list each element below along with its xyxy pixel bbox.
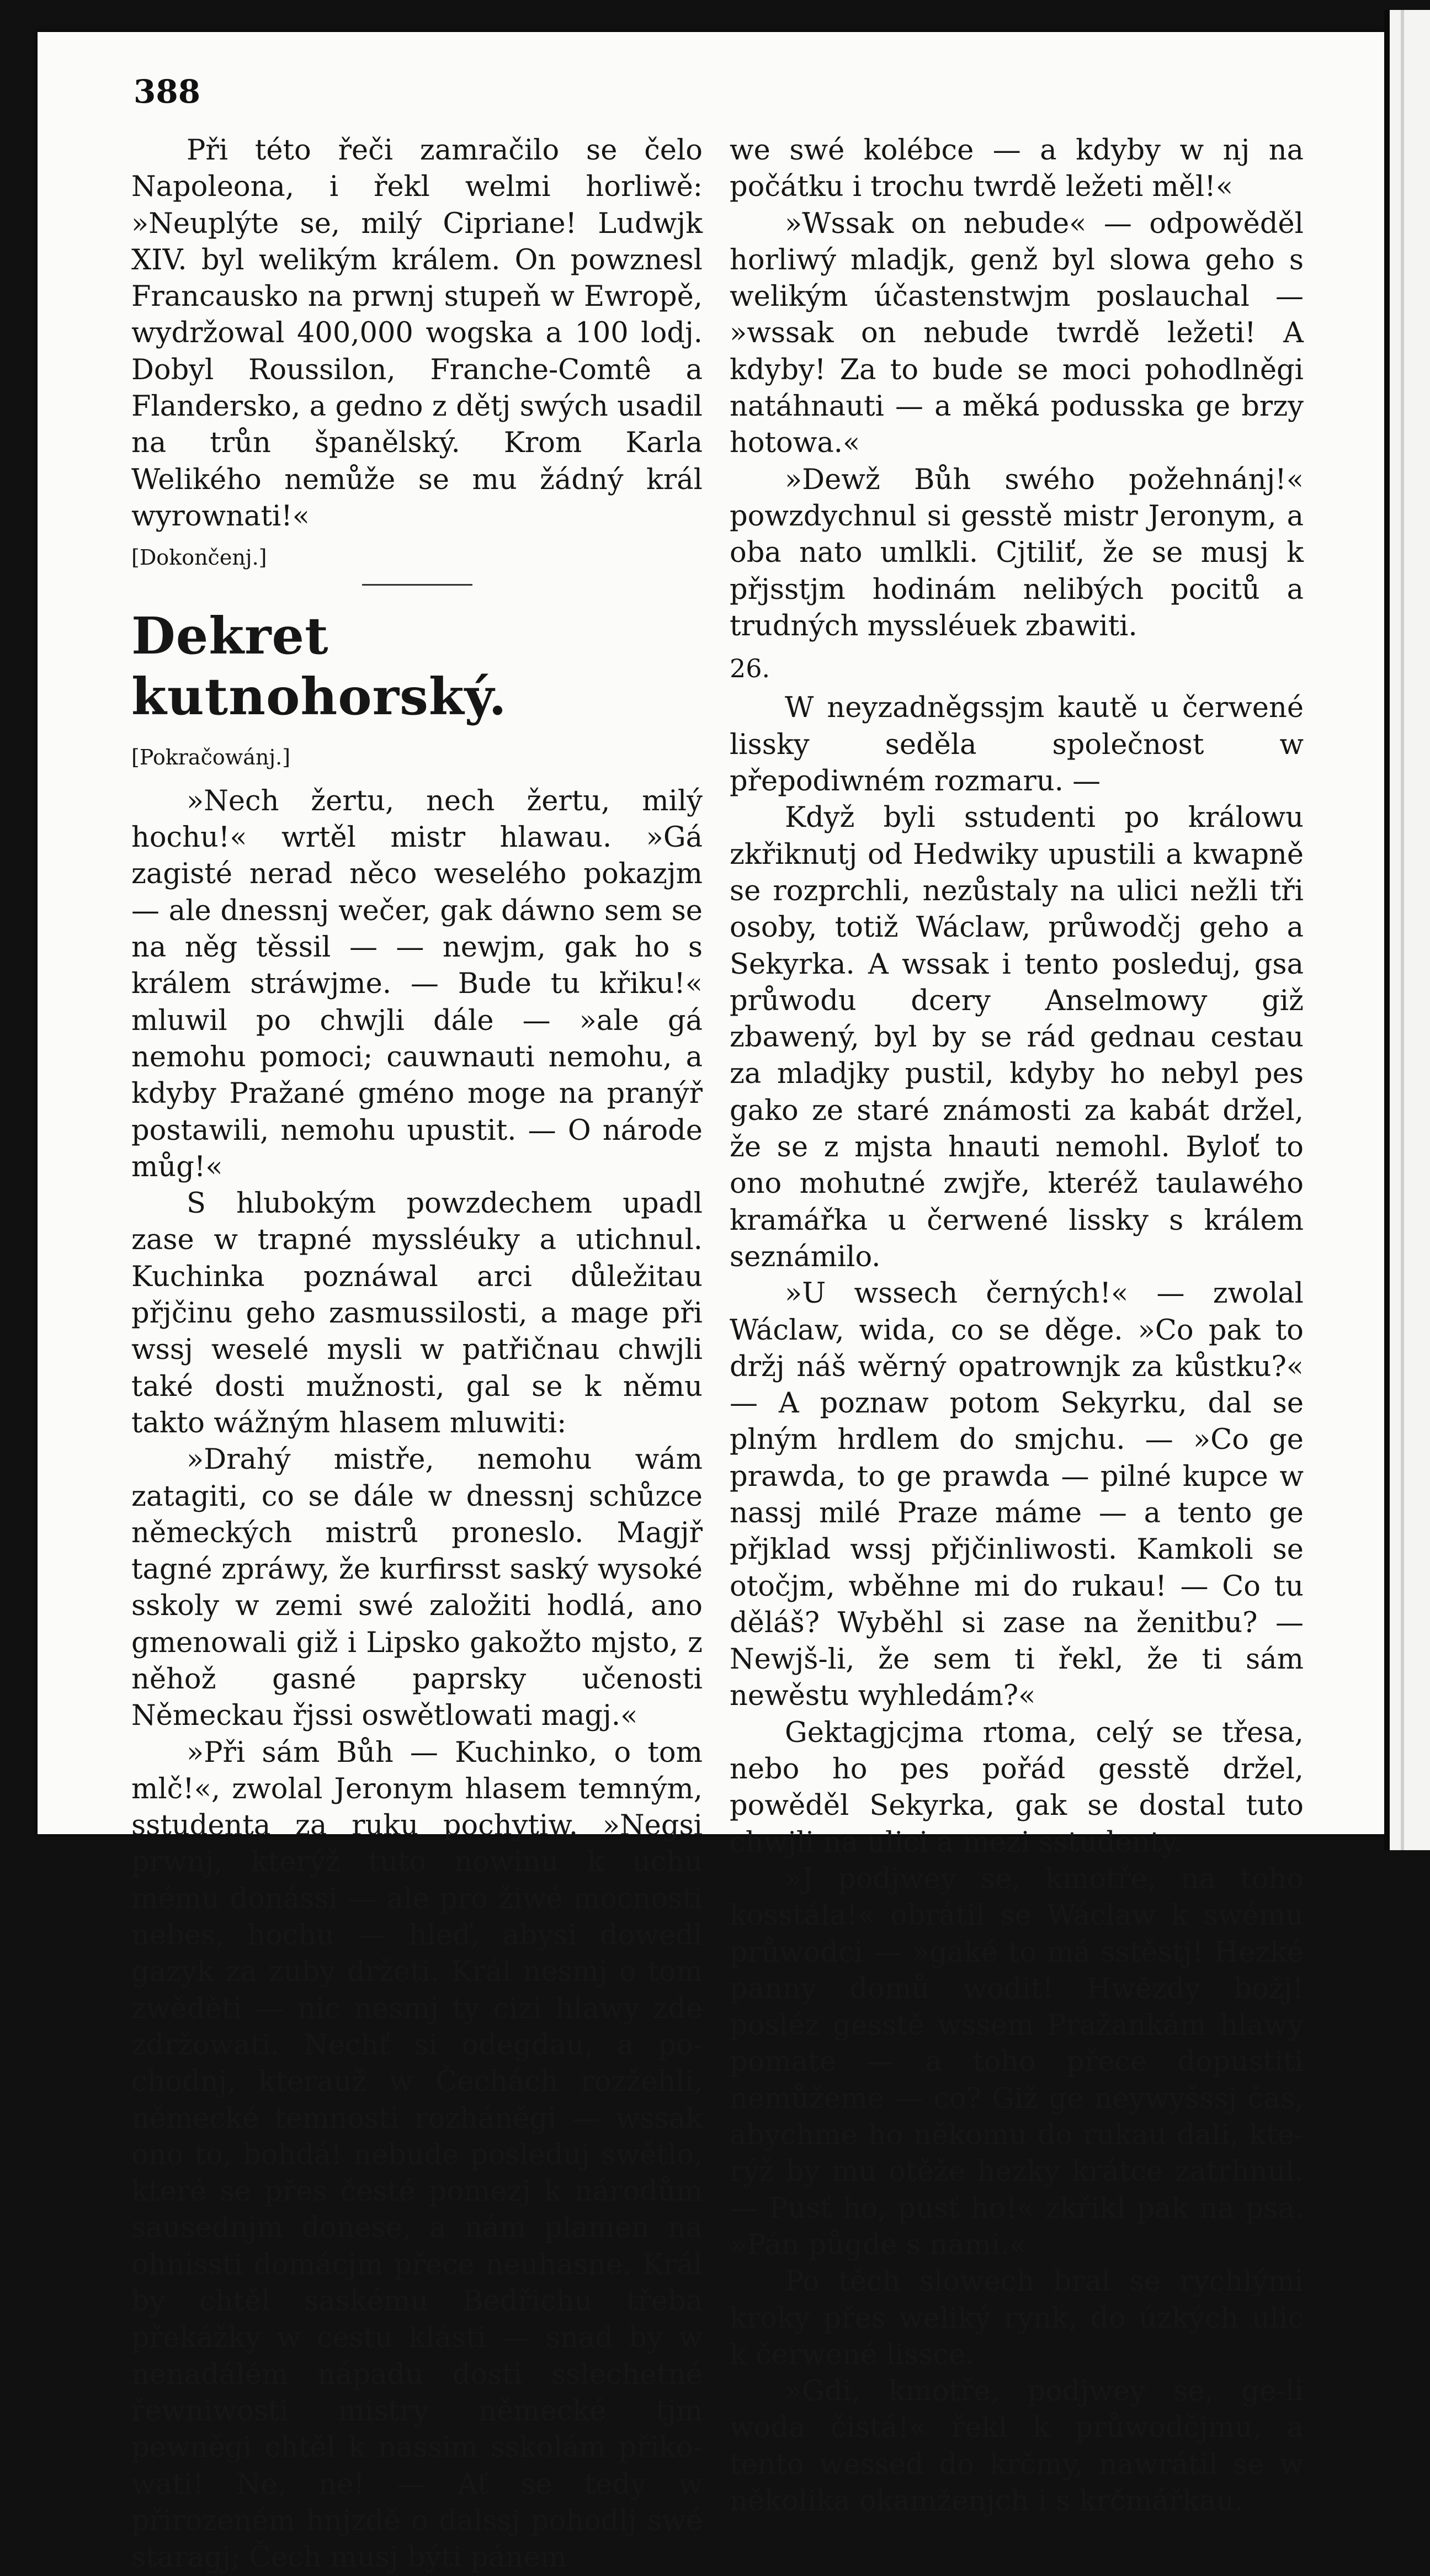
paragraph: Po těch slowech bral se rychlými kroky přes weliký rynk, do úzkých ulic k čerwené lissce. — [730, 2265, 1304, 2371]
paragraph: »J podjwey se, kmotře, na toho kosstála!« obrátil se Wáclaw k swému průwodci — »gaké to má sstěstj! Hezké panny domů wodit! Hwězdy božj! posléz gesstě wssem Pražankám hlawy pomate — a toho přece dopustiti nemůžeme — co? Giž ge neywyšssj čas, abychme ho někomu do rukau dali, kterýž by mu otěže hezky krátce zatrhnul. — Pusť ho, pusť ho!« zkřikl pak na psa. »Pán půgde s námi.« — [730, 1862, 1304, 2261]
right-column — [730, 132, 1304, 2520]
paragraph: »Nech žertu, nech žertu, milý hochu!« wrtěl mistr hlawau. »Gá zagisté nerad něco weselého pokazjm — ale dnessnj wečer, gak dáwno sem se na něg těssil — — newjm, gak ho s králem stráwjme. — Bude tu křiku!« mluwil po chwjli dále — »ale gá nemohu pomoci; cauwnauti nemohu, a kdyby Pražané gméno moge na pranýř postawili, nemohu upustit. — O národe můg!« — [131, 784, 703, 1183]
paragraph: »Drahý mistře, nemohu wám zatagiti, co se dále w dnessnj schůzce německých mistrů proneslo. Magjř tagné zpráwy, že kurfirsst saský wysoké sskoly w zemi swé založiti hodlá, ano gmenowali giž i Lipsko gakožto mjsto, z něhož gasné paprsky učenosti Německau řjssi oswětlowati magj.« — [131, 1443, 703, 1733]
paragraph: Při této řeči zamračilo se čelo Napoleona, i řekl welmi horliwě: »Neuplýte se, milý Cipriane! Ludwjk XIV. byl welikým králem. On powznesl Francausko na prwnj stupeň w Ewropě, wydržowal 400,000 wogska a 100 lodj. Dobyl Roussilon, Franche-Comtê a Flandersko, a gedno z dětj swých usadil na trůn španělský. Krom Karla Welikého nemůže se mu žádný král wyrownati!« — [131, 134, 703, 533]
paragraph: Když byli sstudenti po králowu zkřiknutj od Hedwiky upustili a kwapně se rozprchli, nezůstaly na ulici nežli tři osoby, totiž Wáclaw, průwodčj geho a Sekyrka. A wssak i tento posleduj, gsa průwodu dcery Anselmowy giž zbawený, byl by se rád gednau cestau za mladjky pustil, kdyby ho nebyl pes gako ze staré známosti za kabát držel, že se z mjsta hnauti nemohl. Byloť to ono mohutné zwjře, kteréž taulawého kramářka u čerwené lissky s králem seznámilo. — [730, 801, 1304, 1273]
paragraph: »Při sám Bůh — Kuchinko, o tom mlč!«, zwolal Jeronym hlasem temným, sstudenta za ruku pochytiw. »Negsi prwnj, kterýž tuto nowinu k uchu mému donássi — ale pro žiwé mocnosti nebes, hochu — hleď, abysi dowedl gazyk za zuby držeti. Král nesmj o tom zwěděti — nic nesmj ty cizi hlawy zde zdržowati. Nechť si odegdau, a pochodnj, kterauž w Čechách rozžehli, německé temnosti rozháněgi — wssak ono to, bohdá! nebude posleduj swětlo, které se přes česté pomezj k národům sausednjm donese, a nám plamen na ohnissti domácjm přece neuhasne. Král by chtěl saskému Bedřichu třeba překážky w cestu klásti — snad by w nenadálém nápadu dosti sslechetné řewniwosti mistry německé tjm pewněgi chtěl k nassim sskolám přikowati! Ne, ne! — Ať se tedy w přirozeném hnjzdě o dalssj pohodlj swé staragj; Čech musj býti pánem — [131, 1736, 703, 2574]
paragraph: »U wssech černých!« — zwolal Wáclaw, wida, co se děge. »Co pak to držj náš wěrný opatrownjk za kůstku?« — A poznaw potom Sekyrku, dal se plným hrdlem do smjchu. — »Co ge prawda, to ge prawda — pilné kupce w nassj milé Praze máme — a tento ge přjklad wssj přjčinliwosti. Kamkoli se otočjm, wběhne mi do rukau! — Co tu děláš? Wyběhl si zase na ženitbu? — Newjš-li, že sem ti řekl, že ti sám newěstu wyhledám?« — [730, 1277, 1304, 1713]
concluded-note: [Dokončenj.] — [131, 545, 267, 570]
paragraph: »Wssak on nebude« — odpowěděl horliwý mladjk, genž byl slowa geho s welikým účastenstwjm poslauchal — »wssak on nebude twrdě ležeti! A kdyby! Za to bude se moci pohodlněgi natáhnauti — a měká podusska ge brzy hotowa.« — [730, 207, 1304, 460]
left-column — [131, 132, 703, 2576]
page-number: 388 — [134, 73, 201, 110]
divider — [362, 584, 472, 586]
continued-note: [Pokračowánj.] — [131, 745, 291, 769]
paragraph: S hlubokým powzdechem upadl zase w trapné myssléuky a utichnul. Kuchinka poznáwal arci důležitau přjčinu geho zasmussilosti, a mage při wssj weselé mysli w patřičnau chwjli také dosti mužnosti, gal se k němu takto wážným hlasem mluwiti: — [131, 1187, 703, 1440]
paragraph: »Dewž Bůh swého požehnánj!« powzdychnul si gesstě mistr Jeronym, a oba nato umlkli. Cjtiliť, že se musj k přjsstjm hodinám nelibých pocitů a trudných myssléuek zbawiti. — [730, 463, 1304, 642]
facing-page-edge — [1384, 10, 1430, 1850]
chapter-title: Dekret kutnohorský. — [131, 606, 507, 726]
section-number: 26. — [730, 654, 770, 684]
paragraph: »Gdi, kmotře, podjwey se, ge-li woda čistá!« řekl k průwodčjmu, a tento wessed do krčmy, nawrátil se w několika okamženjch i s krčmářkau. — [730, 2375, 1304, 2517]
paragraph: Gektagjcjma rtoma, celý se třesa, nebo ho pes pořád gesstě držel, powěděl Sekyrka, gak se dostal tuto chwjli na ulici a mezi sstudenty. — [730, 1716, 1304, 1859]
paragraph: W neyzadněgssjm kautě u čerwené lissky seděla společnost w přepodiwném rozmaru. — — [730, 692, 1304, 798]
paragraph: we swé kolébce — a kdyby w nj na počátku i trochu twrdě ležeti měl!« — [730, 134, 1304, 204]
